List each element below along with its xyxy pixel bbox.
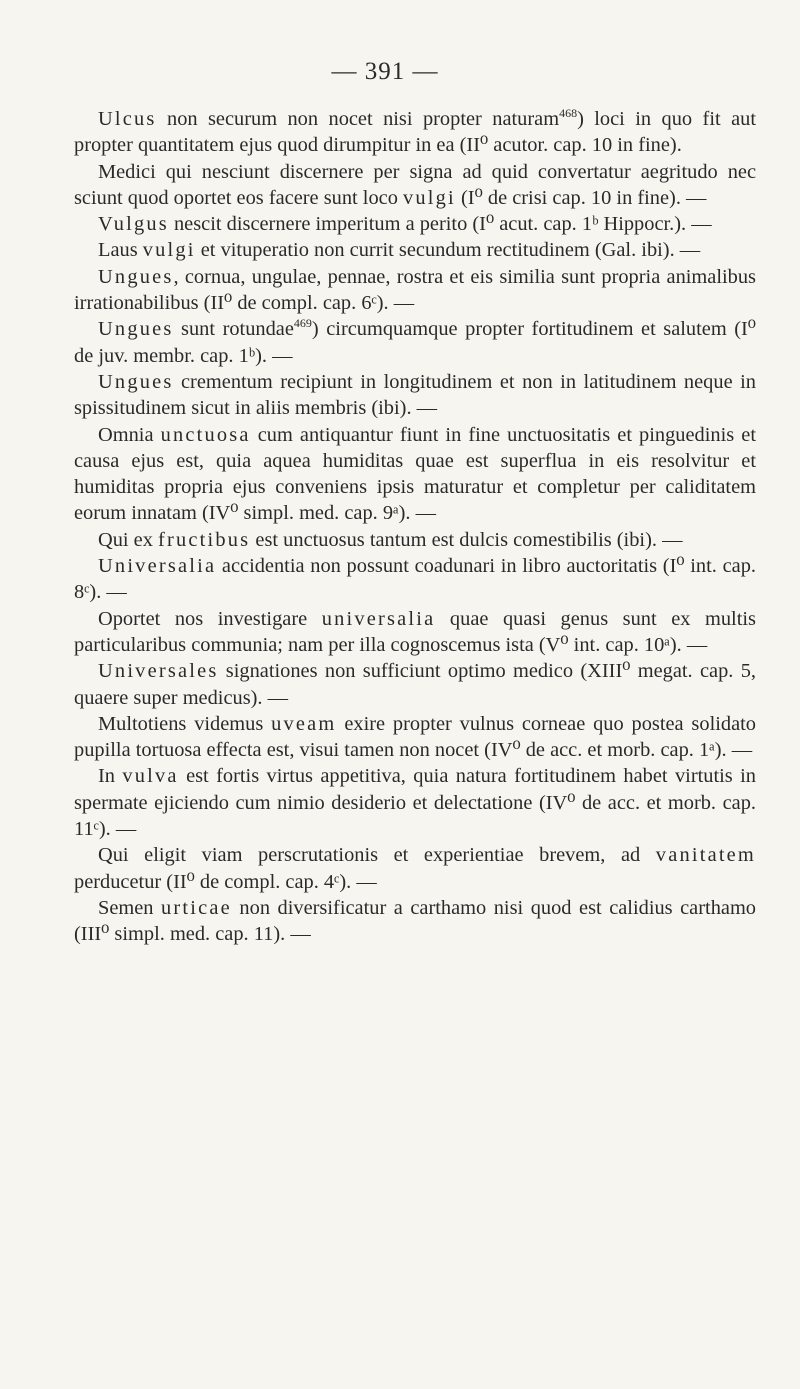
entry-keyword: unctuosa	[160, 423, 251, 446]
entry-keyword: Ungues	[98, 265, 174, 288]
entry-keyword: Universales	[98, 660, 219, 683]
entry-keyword: vulgi	[403, 186, 456, 209]
entry: Universalia accidentia non possunt coadunari in libro auctoritatis (I⁰ int. cap. 8ᶜ). —	[74, 555, 756, 604]
entry-keyword: universalia	[321, 607, 436, 630]
index-text	[74, 106, 756, 948]
entry-keyword: Ungues	[98, 318, 174, 341]
footnote-marker: 469	[293, 316, 312, 331]
entry: Vulgus nescit discernere imperitum a perito (I⁰ acut. cap. 1ᵇ Hippocr.). —	[98, 213, 712, 236]
entry-keyword: Ulcus	[98, 108, 157, 130]
entry-keyword: Vulgus	[98, 213, 169, 236]
entry: Medici qui nesciunt discernere per signa ad quid convertatur aegritudo nec sciunt quod oportet eos facere sunt loco vulgi (I⁰ de crisi cap. 10 in fine). —	[74, 160, 756, 209]
footnote-marker: 468	[559, 106, 578, 121]
entry: Omnia unctuosa cum antiquantur fiunt in fine unctuositatis et pinguedinis et causa ejus est, quia aquea humiditas quae est superflua in eis resolvitur et humiditas propria ejus conveniens ipsis maturatur et completur per caliditatem eorum innatam (IV⁰ simpl. med. cap. 9ᵃ). —	[74, 423, 756, 525]
entry: Semen urticae non diversificatur a carthamo nisi quod est calidius carthamo (III⁰ simpl. med. cap. 11). —	[74, 896, 756, 946]
entry: Ungues crementum recipiunt in longitudinem et non in latitudinem neque in spissitudinem sicut in aliis membris (ibi). —	[74, 370, 756, 420]
entry-keyword: uveam	[271, 712, 337, 735]
entry: Laus vulgi et vituperatio non currit secundum rectitudinem (Gal. ibi). —	[98, 239, 701, 262]
entry-keyword: Universalia	[98, 555, 217, 578]
entry: Qui ex fructibus est unctuosus tantum est dulcis comestibilis (ibi). —	[98, 528, 683, 551]
entry: In vulva est fortis virtus appetitiva, quia natura fortitudinem habet virtutis in spermate ejiciendo cum nimio desiderio et delectatione (IV⁰ de acc. et morb. cap. 11ᶜ). —	[74, 765, 756, 841]
entry: Ulcus non securum non nocet nisi propter naturam$^{468}$) loci in quo fit aut propter quantitatem ejus quod dirumpitur in ea (II⁰ acutor. cap. 10 in fine).	[74, 106, 756, 157]
entry-keyword: Ungues	[98, 370, 174, 393]
entry: Multotiens videmus uveam exire propter vulnus corneae quo postea solidato pupilla tortuosa effecta est, visui tamen non nocet (IV⁰ de acc. et morb. cap. 1ᵃ). —	[74, 712, 757, 762]
entry: Oportet nos investigare universalia quae quasi genus sunt ex multis particularibus communia; nam per illa cognoscemus ista (V⁰ int. cap. 10ᵃ). —	[74, 607, 756, 656]
entry: Ungues, cornua, ungulae, pennae, rostra et eis similia sunt propria animalibus irrationabilibus (II⁰ de compl. cap. 6ᶜ). —	[74, 265, 756, 315]
entry-keyword: fructibus	[158, 528, 251, 551]
entry: Ungues sunt rotundae$^{469}$) circumquamque propter fortitudinem et salutem (I⁰ de juv. membr. cap. 1ᵇ). —	[74, 316, 756, 367]
entry-keyword: vanitatem	[655, 844, 756, 867]
entry: Qui eligit viam perscrutationis et experientiae brevem, ad vanitatem perducetur (II⁰ de compl. cap. 4ᶜ). —	[74, 844, 756, 893]
page-number: — 391 —	[331, 58, 439, 85]
entry-keyword: urticae	[161, 896, 232, 919]
entry-keyword: vulgi	[142, 239, 196, 262]
entry: Universales signationes non sufficiunt optimo medico (XIII⁰ megat. cap. 5, quaere super medicus). —	[74, 660, 756, 709]
entry-keyword: vulva	[122, 765, 179, 788]
